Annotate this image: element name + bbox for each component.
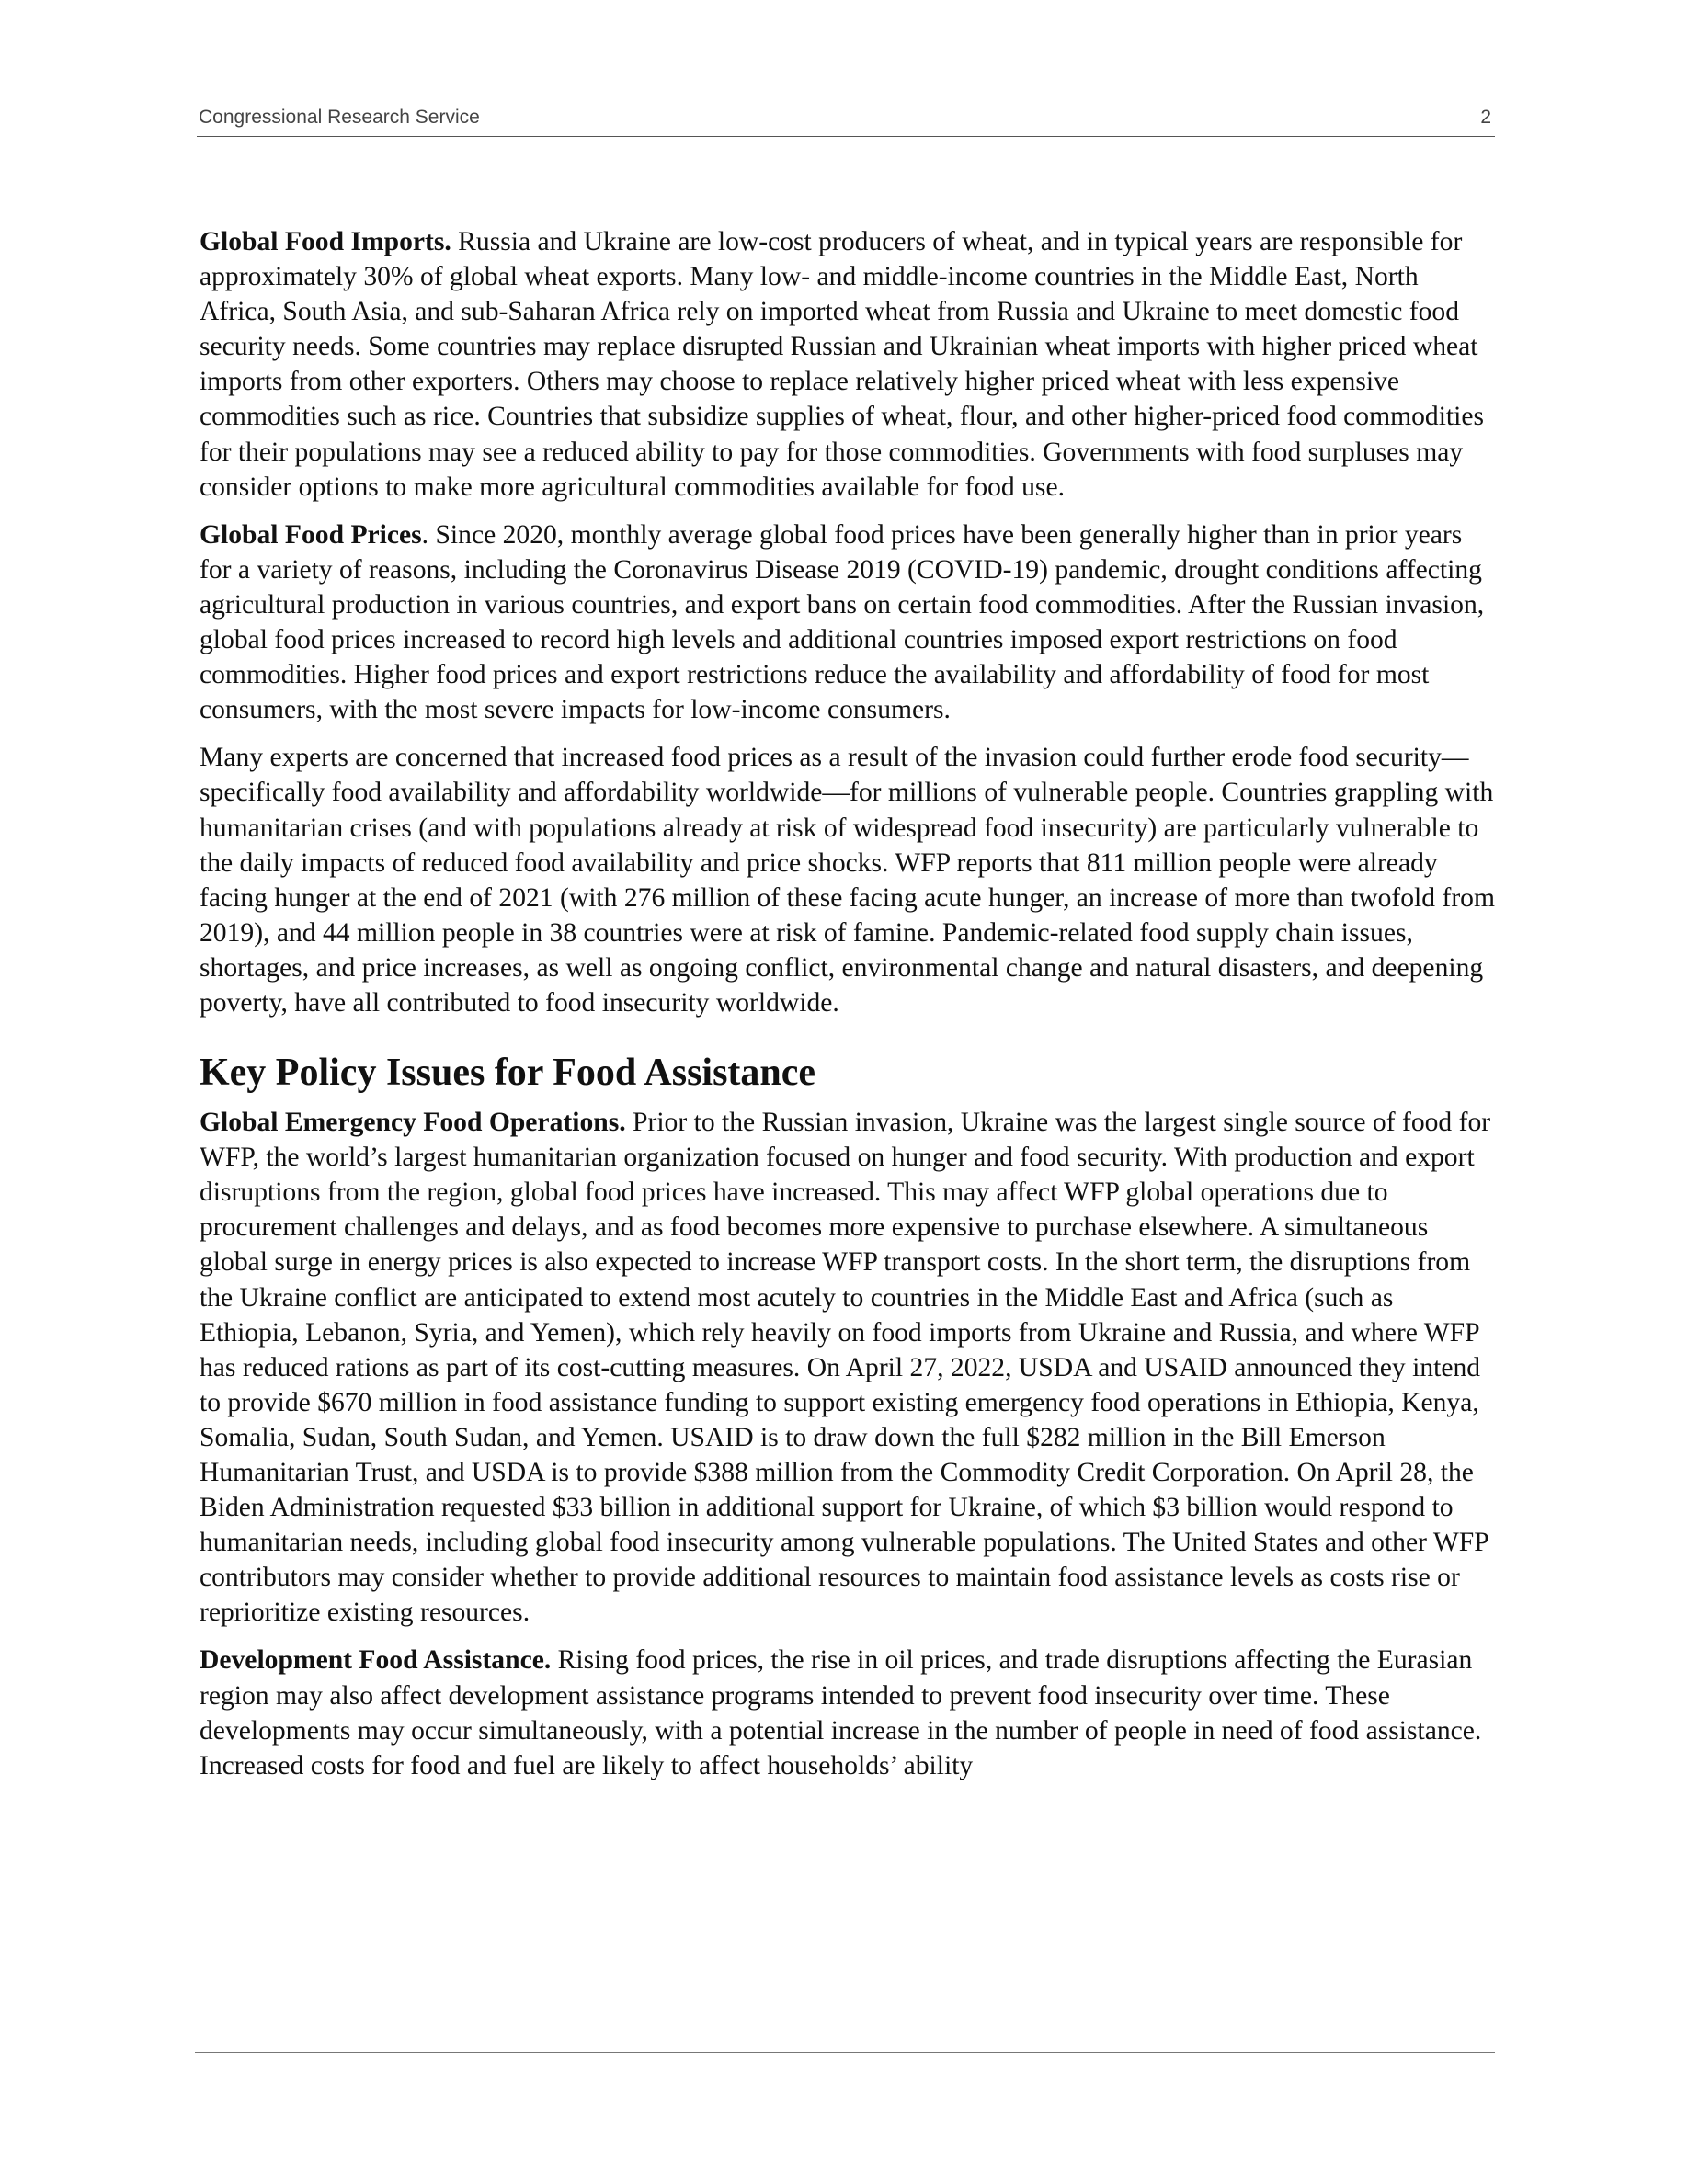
page-number: 2 (1480, 107, 1491, 128)
page-header (197, 105, 1495, 137)
paragraph-lead: Global Food Imports. (200, 227, 451, 256)
paragraph-emergency-food-operations (200, 1105, 1498, 1630)
page-body (200, 224, 1498, 1796)
paragraph-lead: Development Food Assistance. (200, 1645, 552, 1676)
section-heading: Key Policy Issues for Food Assistance (200, 1052, 816, 1095)
paragraph-lead: Global Emergency Food Operations. (200, 1108, 626, 1138)
paragraph-global-food-prices (200, 518, 1498, 728)
paragraph-text: Russia and Ukraine are low-cost producers of wheat, and in typical years are responsible for approximately 30% of global wheat exports. Many low- and middle-income countries in the Middle East, North Africa, South Asia, and sub-Saharan Africa rely on imported wheat from Russia and Ukraine to meet domestic food security needs. Some countries may replace disrupted Russian and Ukrainian wheat imports with higher priced wheat imports from other exporters. Others may choose to replace relatively higher priced wheat with less expensive commodities such as rice. Countries that subsidize supplies of wheat, flour, and other higher-priced food commodities for their populations may see a reduced ability to pay for those commodities. Governments with food surpluses may consider options to make more agricultural commodities available for food use. (200, 227, 1485, 502)
paragraph-lead: Global Food Prices (200, 519, 422, 550)
paragraph-text: Rising food prices, the rise in oil prices, and trade disruptions affecting the Eurasian region may also affect development assistance programs intended to prevent food insecurity over time. These developments may occur simultaneously, with a potential increase in the number of people in need of food assistance. Increased costs for food and fuel are likely to affect households’ ability (200, 1645, 1482, 1780)
paragraph-text: . Since 2020, monthly average global food prices have been generally higher than in prior years for a variety of reasons, including the Coronavirus Disease 2019 (COVID-19) pandemic, drought conditions affecting agricultural production in various countries, and export bans on certain food commodities. After the Russian invasion, global food prices increased to record high levels and additional countries imposed export restrictions on food commodities. Higher food prices and export restrictions reduce the availability and affordability of food for most consumers, with the most severe impacts for low-income consumers. (200, 519, 1485, 725)
footer-divider (195, 2052, 1495, 2053)
header-organization: Congressional Research Service (199, 107, 480, 128)
paragraph-text: Prior to the Russian invasion, Ukraine was the largest single source of food for WFP, the world’s largest humanitarian organization focused on hunger and food security. With production and export disruptions from the region, global food prices have increased. This may affect WFP global operations due to procurement challenges and delays, and as food becomes more expensive to purchase elsewhere. A simultaneous global surge in energy prices is also expected to increase WFP transport costs. In the short term, the disruptions from the Ukraine conflict are anticipated to extend most acutely to countries in the Middle East and Africa (such as Ethiopia, Lebanon, Syria, and Yemen), which rely heavily on food imports from Ukraine and Russia, and where WFP has reduced rations as part of its cost-cutting measures. On April 27, 2022, USDA and USAID announced they intend to provide $670 million in food assistance funding to support existing emergency food operations in Ethiopia, Kenya, Somalia, Sudan, South Sudan, and Yemen. USAID is to draw down the full $282 million in the Bill Emerson Humanitarian Trust, and USDA is to provide $388 million from the Commodity Credit Corporation. On April 28, the Biden Administration requested $33 billion in additional support for Ukraine, of which $3 billion would respond to humanitarian needs, including global food insecurity among vulnerable populations. The United States and other WFP contributors may consider whether to provide additional resources to maintain food assistance levels as costs rise or reprioritize existing resources. (200, 1108, 1491, 1628)
paragraph-global-food-imports (200, 224, 1498, 505)
paragraph-expert-concerns (200, 740, 1498, 1020)
paragraph-text: Many experts are concerned that increased food prices as a result of the invasion could further erode food security—specifically food availability and affordability worldwide—for millions of vulnerable people. Countries grappling with humanitarian crises (and with populations already at risk of widespread food insecurity) are particularly vulnerable to the daily impacts of reduced food availability and price shocks. WFP reports that 811 million people were already facing hunger at the end of 2021 (with 276 million of these facing acute hunger, an increase of more than twofold from 2019), and 44 million people in 38 countries were at risk of famine. Pandemic-related food supply chain issues, shortages, and price increases, as well as ongoing conflict, environmental change and natural disasters, and deepening poverty, have all contributed to food insecurity worldwide. (200, 743, 1495, 1018)
paragraph-development-food-assistance (200, 1643, 1498, 1782)
